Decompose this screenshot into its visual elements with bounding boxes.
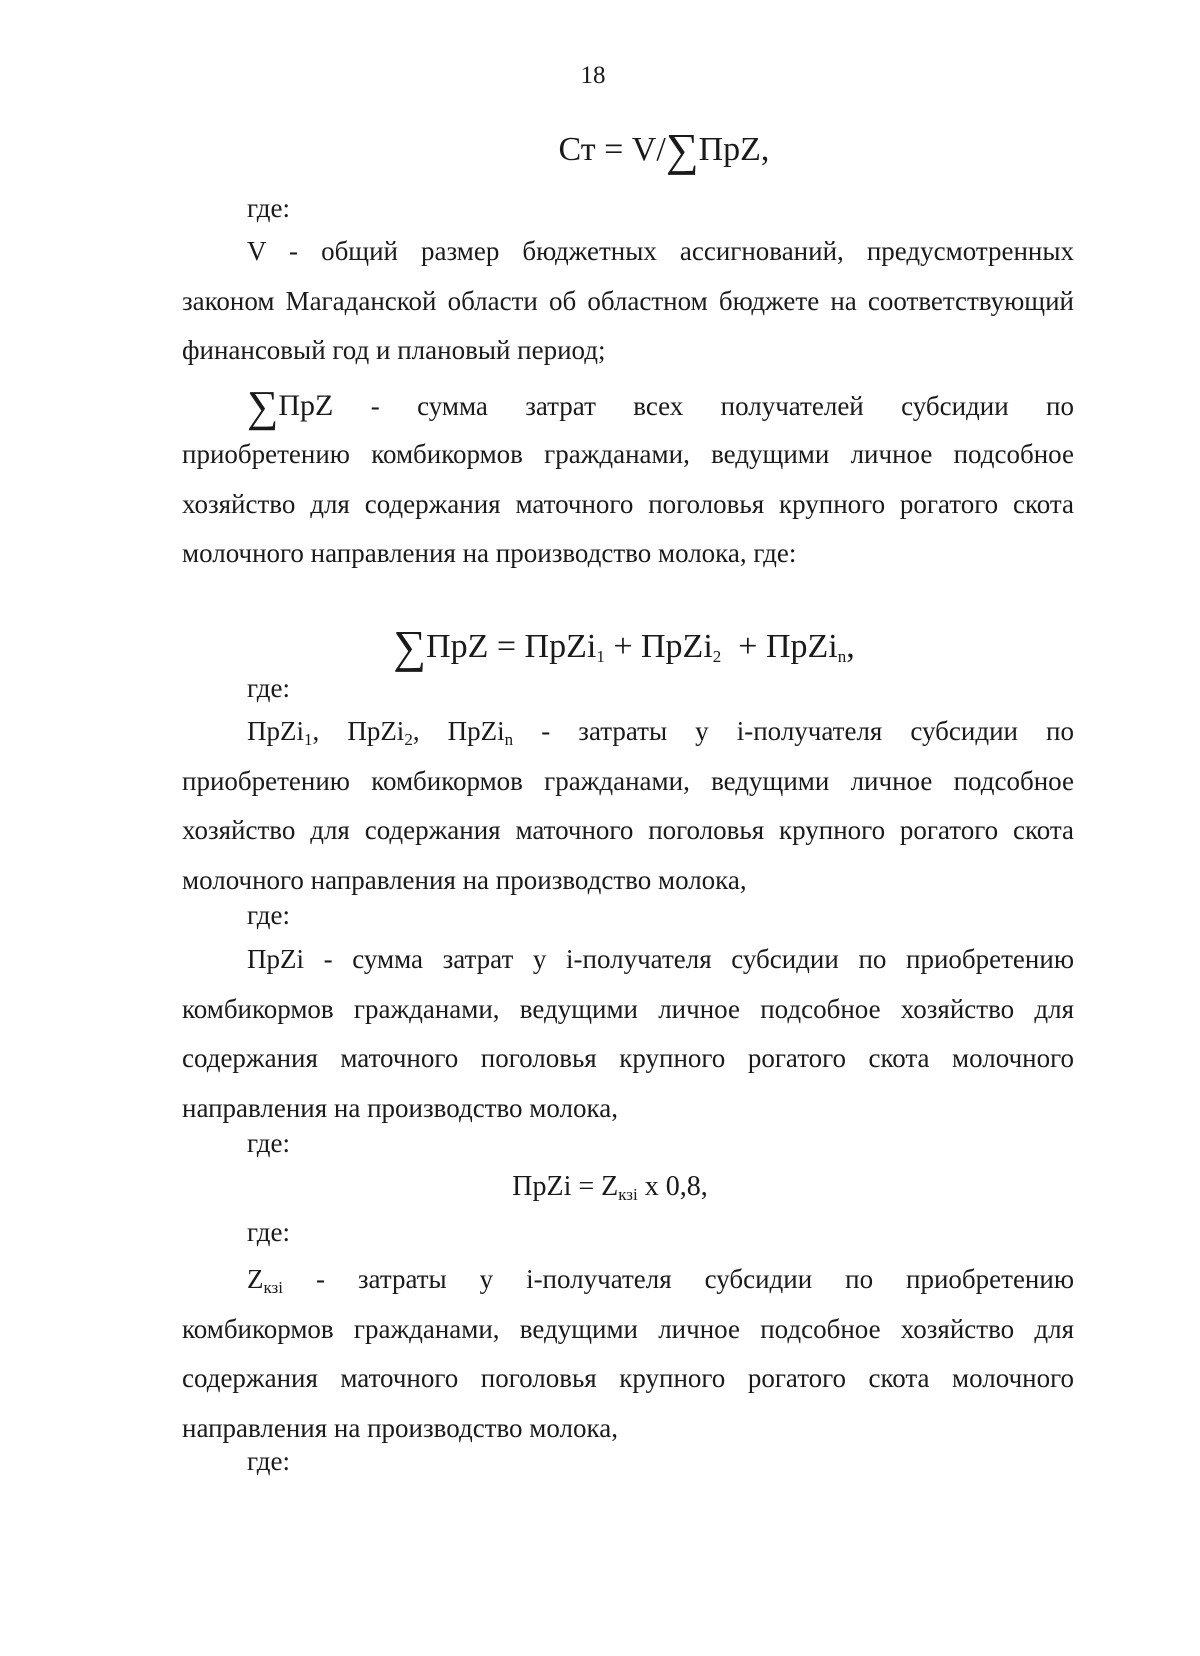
paragraph-line: направления на производство молока, bbox=[182, 1412, 618, 1443]
paragraph-line: V - общий размер бюджетных ассигнований, предусмотренных bbox=[247, 236, 1074, 266]
formula-przi bbox=[10, 1171, 1200, 1205]
paragraph-line-rest: - затраты у i-получателя субсидии по приобретению bbox=[315, 1264, 1074, 1294]
page-number: 18 bbox=[580, 62, 606, 89]
formula-rate bbox=[64, 124, 1200, 175]
paragraph-line: направления на производство молока, bbox=[182, 1092, 618, 1123]
paragraph-line: молочного направления на производство молока, где: bbox=[182, 538, 797, 568]
paragraph-line: молочного направления на производство молока, bbox=[182, 864, 747, 895]
paragraph-line: законом Магаданской области об областном бюджете на соответствующий bbox=[182, 285, 1074, 316]
subscript: n bbox=[504, 730, 514, 749]
formula-przi-part: ПрZi = Z bbox=[512, 1171, 619, 1202]
paragraph-line-rest: - сумма затрат всех получателей субсидии по bbox=[370, 391, 1074, 421]
where-label: где: bbox=[247, 1217, 290, 1247]
subscript: n bbox=[837, 647, 847, 666]
formula-przi-part: x 0,8, bbox=[637, 1171, 708, 1202]
term-prz: ПрZ bbox=[278, 389, 334, 422]
formula-sum bbox=[24, 621, 1200, 672]
paragraph-line: содержания маточного поголовья крупного рогатого скота молочного bbox=[182, 1363, 1074, 1393]
paragraph-zkzi-definition bbox=[182, 1255, 1074, 1453]
where-label: где: bbox=[247, 1128, 290, 1158]
formula-sum-part: , bbox=[846, 628, 855, 665]
subscript: кзi bbox=[618, 1185, 638, 1204]
where-label: где: bbox=[247, 900, 290, 930]
paragraph-line: хозяйство для содержания маточного поголовья крупного рогатого скота bbox=[182, 815, 1074, 845]
paragraph-sum-definition bbox=[182, 381, 1074, 431]
term: , ПрZi bbox=[412, 716, 505, 746]
term: , ПрZi bbox=[312, 716, 405, 746]
subscript: 1 bbox=[304, 730, 313, 749]
paragraph-costs-definition bbox=[182, 707, 1074, 905]
formula-sum-part: ПрZ = ПрZi bbox=[426, 628, 597, 665]
subscript: 1 bbox=[596, 647, 605, 666]
formula-rate-rhs: ПрZ, bbox=[698, 131, 770, 168]
paragraph-line: приобретению комбикормов гражданами, ведущими личное подсобное bbox=[182, 439, 1074, 469]
paragraph-line: комбикормов гражданами, ведущими личное подсобное хозяйство для bbox=[182, 993, 1074, 1024]
term: ПрZi bbox=[247, 716, 304, 746]
sigma-symbol: ∑ bbox=[665, 124, 699, 175]
paragraph-line: хозяйство для содержания маточного поголовья крупного рогатого скота bbox=[182, 488, 1074, 519]
where-label: где: bbox=[247, 673, 290, 703]
formula-sum-part: + ПрZi bbox=[721, 628, 838, 665]
subscript: кзi bbox=[263, 1278, 283, 1297]
where-label: где: bbox=[247, 1446, 290, 1476]
paragraph-first-line bbox=[182, 1255, 1074, 1305]
paragraph-v-definition bbox=[182, 227, 1074, 376]
paragraph-line: ПрZi - сумма затрат у i-получателя субсидии по приобретению bbox=[247, 944, 1074, 974]
paragraph-line: финансовый год и плановый период; bbox=[182, 335, 606, 365]
paragraph-sum-definition-cont bbox=[182, 430, 1074, 579]
term: Z bbox=[247, 1264, 264, 1294]
paragraph-przi-definition bbox=[182, 935, 1074, 1133]
paragraph-line-rest: - затраты у i-получателя субсидии по bbox=[513, 716, 1075, 746]
formula-rate-lhs: Ст = V/ bbox=[558, 131, 666, 168]
paragraph-line: приобретению комбикормов гражданами, ведущими личное подсобное bbox=[182, 765, 1074, 796]
subscript: 2 bbox=[404, 730, 413, 749]
paragraph-line: комбикормов гражданами, ведущими личное подсобное хозяйство для bbox=[182, 1313, 1074, 1344]
sigma-symbol: ∑ bbox=[393, 621, 427, 672]
where-label: где: bbox=[247, 193, 290, 223]
paragraph-first-line bbox=[182, 381, 1074, 431]
formula-sum-part: + ПрZi bbox=[604, 628, 713, 665]
subscript: 2 bbox=[712, 647, 722, 666]
sigma-symbol: ∑ bbox=[247, 382, 279, 431]
paragraph-first-line bbox=[182, 707, 1074, 757]
paragraph-line: содержания маточного поголовья крупного рогатого скота молочного bbox=[182, 1043, 1074, 1073]
